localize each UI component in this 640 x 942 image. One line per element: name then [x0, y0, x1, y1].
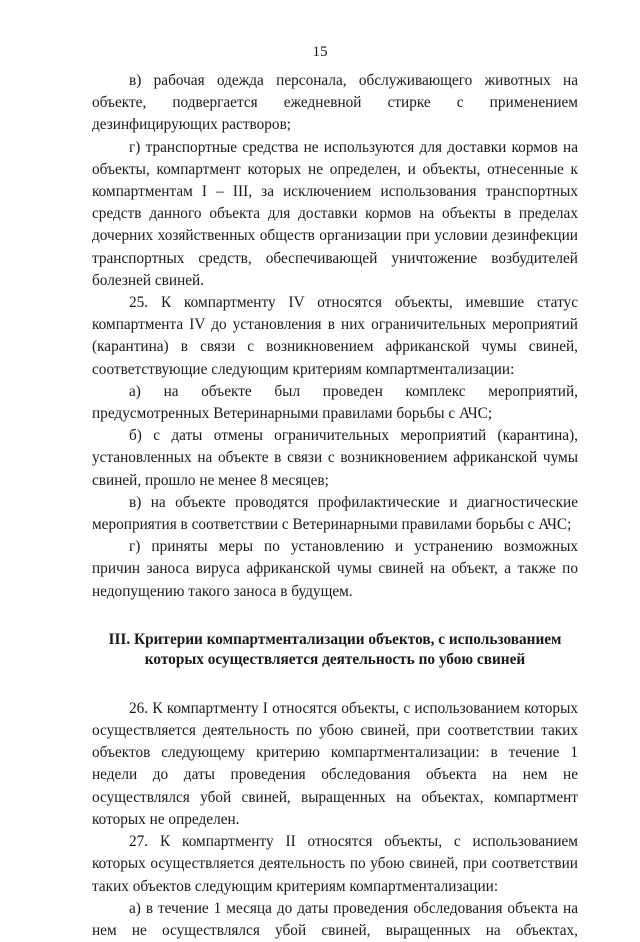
paragraph-clothing: в) рабочая одежда персонала, обслуживающего животных на объекте, подвергается ежедневной стирке с применением дезинфицирующих растворов; — [92, 72, 578, 134]
paragraph-25-c: в) на объекте проводятся профилактические и диагностические мероприятия в соответствии с Ветеринарными правилами борьбы с АЧС; — [92, 493, 578, 534]
paragraph-25: 25. К компартменту IV относятся объекты, имевшие статус компартмента IV до установления в них ограничительных мероприятий (карантина) в связи с возникновением африканской чумы свиней, соответствующие следующим критериям компартментализации: — [92, 294, 578, 378]
paragraph-25-b: б) с даты отмены ограничительных мероприятий (карантина), установленных на объекте в связи с возникновением африканской чумы свиней, прошло не менее 8 месяцев; — [92, 427, 578, 489]
paragraph-25-d: г) приняты меры по установлению и устранению возможных причин заноса вируса африканской чумы свиней на объект, а также по недопущению такого заноса в будущем. — [92, 538, 578, 600]
section-heading: III. Критерии компартментализации объектов, с использованием которых осуществляется деятельность по убою свиней — [108, 630, 562, 668]
paragraph-27: 27. К компартменту II относятся объекты, с использованием которых осуществляется деятельность по убою свиней, при соответствии таких объектов следующим критериям компартментализации: — [92, 833, 578, 895]
paragraph-27-a: а) в течение 1 месяца до даты проведения обследования объекта на нем не осуществлялся убой свиней, выращенных на объектах, — [92, 899, 578, 939]
document-body — [92, 70, 578, 942]
paragraph-25-a: а) на объекте был проведен комплекс мероприятий, предусмотренных Ветеринарными правилами борьбы с АЧС; — [92, 382, 578, 423]
paragraph-26: 26. К компартменту I относятся объекты, с использованием которых осуществляется деятельность по убою свиней, при соответствии таких объектов следующему критерию компартментализации: в течение 1 недели до даты проведения обследования объекта на нем не осуществлялся убой свиней, выращенных на объектах, компартмент которых не определен. — [92, 699, 578, 828]
page-number: 15 — [312, 44, 328, 60]
paragraph-transport: г) транспортные средства не используются для доставки кормов на объекты, компартмент которых не определен, и объекты, отнесенные к компартментам I – III, за исключением использования транспортных средств данного объекта для доставки кормов на объекты в пределах дочерних хозяйственных обществ организации при условии дезинфекции транспортных средств, обеспечивающей уничтожение возбудителей болезней свиней. — [92, 138, 578, 289]
